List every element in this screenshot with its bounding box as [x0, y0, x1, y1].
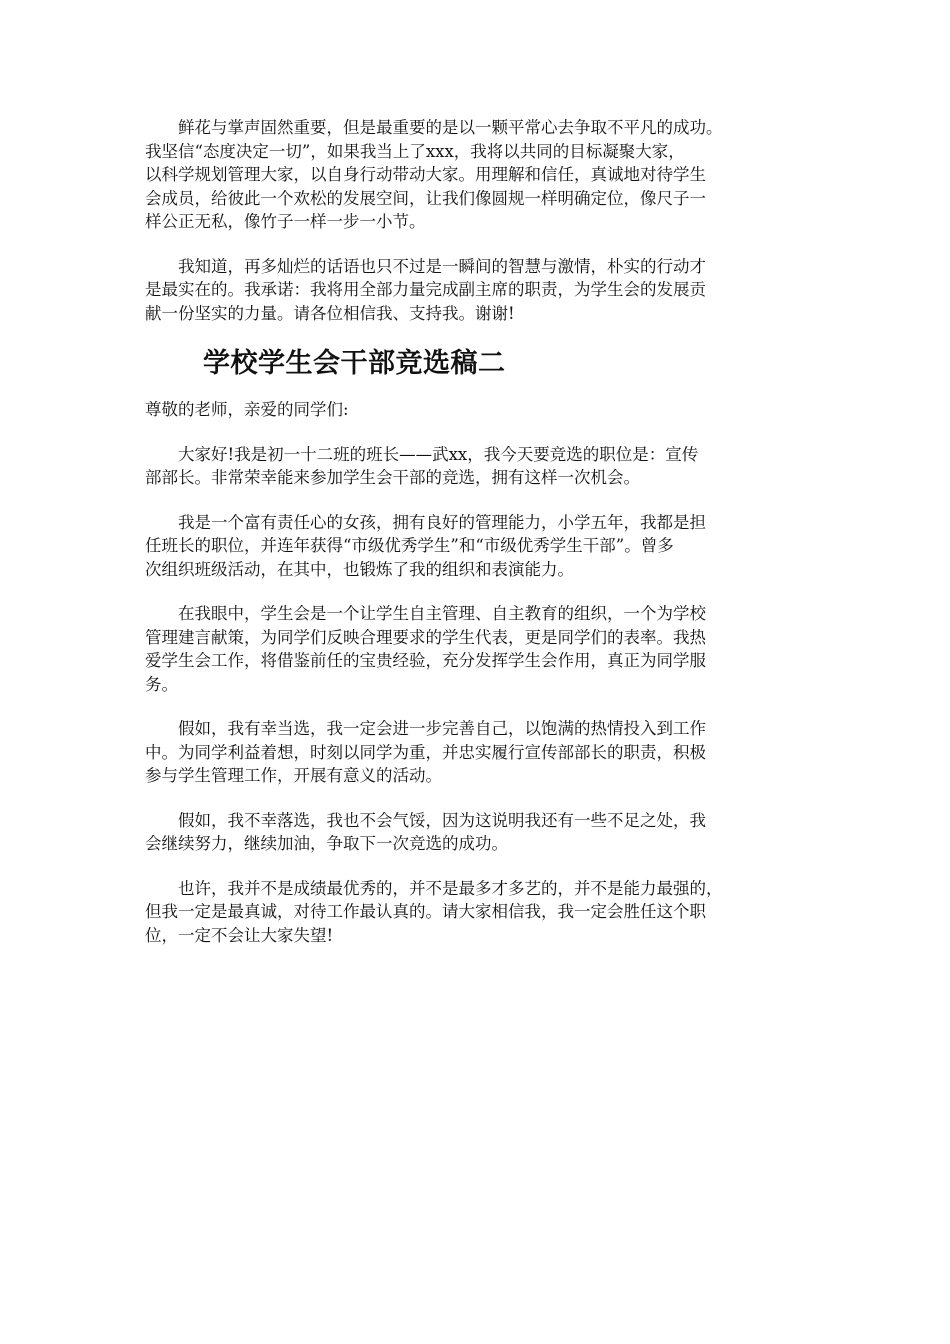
text-line: 但我一定是最真诚，对待工作最认真的。请大家相信我，我一定会胜任这个职 [145, 902, 706, 921]
document-body [145, 116, 805, 968]
paragraph-body-4 [145, 717, 805, 788]
text-line: 管理建言献策，为同学们反映合理要求的学生代表，更是同学们的表率。我热 [145, 627, 706, 647]
text-line: 中。为同学利益着想，时刻以同学为重，并忠实履行宣传部部长的职责，积极 [145, 742, 706, 762]
paragraph-body-3 [145, 602, 805, 696]
text-line: 是最实在的。我承诺：我将用全部力量完成副主席的职责，为学生会的发展贡 [145, 280, 706, 299]
text-line: 我是一个富有责任心的女孩，拥有良好的管理能力，小学五年，我都是担 [178, 512, 706, 532]
text-line: 任班长的职位，并连年获得“市级优秀学生”和“市级优秀学生干部”。曾多 [145, 536, 674, 555]
text-line: 以科学规划管理大家，以自身行动带动大家。用理解和信任，真诚地对待学生 [145, 165, 706, 184]
text-line: 会继续努力，继续加油，争取下一次竞选的成功。 [145, 834, 508, 853]
text-line: 献一份坚实的力量。请各位相信我、支持我。谢谢! [145, 303, 515, 323]
text-line: 假如，我有幸当选，我一定会进一步完善自己，以饱满的热情投入到工作 [178, 719, 706, 738]
text-line: 参与学生管理工作，开展有意义的活动。 [145, 766, 442, 785]
salutation [145, 398, 805, 422]
text-line: 在我眼中，学生会是一个让学生自主管理、自主教育的组织，一个为学校 [178, 604, 706, 623]
paragraph-top-2 [145, 255, 805, 326]
paragraph-body-2 [145, 511, 805, 582]
text-line: 我坚信“态度决定一切”，如果我当上了xxx，我将以共同的目标凝聚大家， [145, 141, 685, 161]
text-line: 部部长。非常荣幸能来参加学生会干部的竞选，拥有这样一次机会。 [145, 468, 640, 487]
text-line: 次组织班级活动，在其中，也锻炼了我的组织和表演能力。 [145, 559, 574, 579]
text-line: 尊敬的老师，亲爱的同学们: [145, 400, 349, 419]
paragraph-body-5 [145, 809, 805, 856]
text-line: 爱学生会工作，将借鉴前任的宝贵经验，充分发挥学生会作用，真正为同学服 [145, 651, 706, 670]
paragraph-body-1 [145, 443, 805, 490]
text-line: 务。 [145, 674, 178, 694]
text-line: 鲜花与掌声固然重要，但是最重要的是以一颗平常心去争取不平凡的成功。 [178, 118, 723, 137]
text-line: 也许，我并不是成绩最优秀的，并不是最多才多艺的，并不是能力最强的， [178, 878, 723, 898]
text-line: 假如，我不幸落选，我也不会气馁，因为这说明我还有一些不足之处，我 [178, 810, 706, 830]
text-line: 我知道，再多灿烂的话语也只不过是一瞬间的智慧与激情，朴实的行动才 [178, 256, 706, 276]
text-line: 会成员，给彼此一个欢松的发展空间，让我们像圆规一样明确定位，像尺子一 [145, 188, 706, 208]
paragraph-body-6 [145, 877, 805, 948]
paragraph-top-1 [145, 116, 805, 234]
text-line: 位，一定不会让大家失望! [145, 925, 334, 945]
text-line: 样公正无私，像竹子一样一步一小节。 [145, 212, 426, 231]
text-line: 大家好!我是初一十二班的班长——武xx，我今天要竞选的职位是：宣传 [178, 444, 699, 464]
section-heading: 学校学生会干部竞选稿二 [203, 348, 506, 379]
